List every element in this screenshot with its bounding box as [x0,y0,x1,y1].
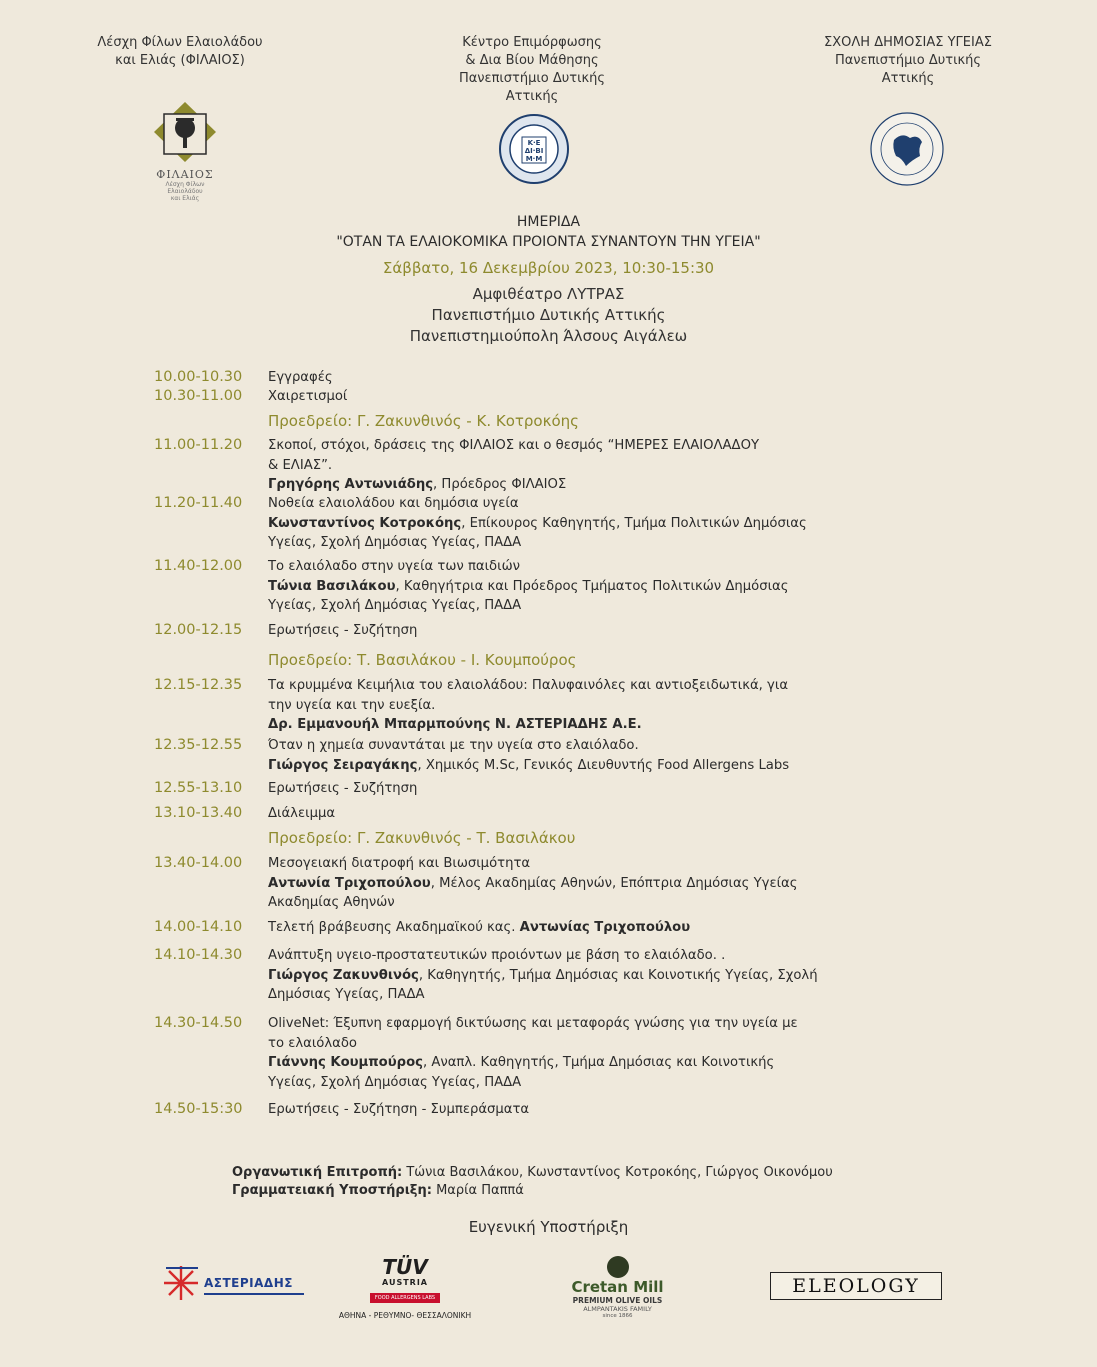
session-desc: Χαιρετισμοί [268,389,348,404]
time-slot: 12.15-12.35 [154,677,243,693]
session-desc: Νοθεία ελαιολάδου και δημόσια υγεία Κωνσταντίνος Κοτροκόης, Επίκουρος Καθηγητής, Τμήμα Πολιτικών Δημόσιας Υγείας, Σχολή Δημόσιας Υγείας, ΠΑΔΑ [268,494,908,553]
event-type: ΗΜΕΡΙΔΑ [516,214,581,230]
time-slot: 11.00-11.20 [154,437,243,453]
speaker-line: Γιάννης Κουμπούρος, Αναπλ. Καθηγητής, Τμήμα Δημόσιας και Κοινοτικής [268,1055,775,1071]
sponsor-cretan-mill: Cretan Mill PREMIUM OLIVE OILS ALMPANTAKIS FAMILY since 1866 [560,1256,675,1326]
time-slot: 12.00-12.15 [154,622,243,638]
secretariat: Γραμματειακή Υποστήριξη: Μαρία Παππά [232,1183,524,1198]
session-desc: Σκοποί, στόχοι, δράσεις της ΦΙΛΑΙΟΣ και ο θεσμός “ΗΜΕΡΕΣ ΕΛΑΙΟΛΑΔΟΥ & ΕΛΙΑΣ”. Γρηγόρης Αντωνιάδης, Πρόεδρος ΦΙΛΑΙΟΣ [268,436,908,495]
time-slot: 10.30-11.00 [154,388,243,404]
session-desc: OliveNet: Έξυπνη εφαρμογή δικτύωσης και μεταφοράς γνώσης για την υγεία με το ελαιόλαδο Γιάννης Κουμπούρος, Αναπλ. Καθηγητής, Τμήμα Δημόσιας και Κοινοτικής Υγείας, Σχολή Δημόσιας Υγείας, ΠΑΔΑ [268,1014,908,1092]
time-slot: 11.20-11.40 [154,495,243,511]
filaios-logo: ΦΙΛΑΙΟΣ Λέσχη Φίλων Ελαιολάδου και Ελιάς [150,100,220,205]
speaker-line: Γιώργος Σειραγάκης, Χημικός M.Sc, Γενικός Διευθυντής Food Allergens Labs [268,757,790,773]
event-title: "ΟΤΑΝ ΤΑ ΕΛΑΙΟΚΟΜΙΚΑ ΠΡΟΙΟΝΤΑ ΣΥΝΑΝΤΟΥΝ ΤΗΝ ΥΓΕΙΑ" [336,234,761,250]
session-desc: Ερωτήσεις - Συζήτηση [268,623,418,638]
session-desc: Το ελαιόλαδο στην υγεία των παιδιών Τώνια Βασιλάκου, Καθηγήτρια και Πρόεδρος Τμήματος Πολιτικών Δημόσιας Υγείας, Σχολή Δημόσιας Υγείας, ΠΑΔΑ [268,557,908,616]
session-desc: Ανάπτυξη υγειο-προστατευτικών προιόντων με βάση το ελαιόλαδο. . Γιώργος Ζακυνθινός, Καθηγητής, Τμήμα Δημόσιας και Κοινοτικής Υγείας, Σχολή Δημόσιας Υγείας, ΠΑΔΑ [268,946,908,1005]
time-slot: 12.35-12.55 [154,737,243,753]
speaker-line: Κωνσταντίνος Κοτροκόης, Επίκουρος Καθηγητής, Τμήμα Πολιτικών Δημόσιας [268,515,807,531]
speaker-line: Γρηγόρης Αντωνιάδης, Πρόεδρος ΦΙΛΑΙΟΣ [268,477,567,493]
time-slot: 14.00-14.10 [154,919,243,935]
org-kedivim-name: Κέντρο Επιμόρφωσης & Δια Βίου Μάθησης Πανεπιστήμιο Δυτικής Αττικής [458,35,606,104]
org-filaios-name: Λέσχη Φίλων Ελαιολάδου και Ελιάς (ΦΙΛΑΙΟΣ) [97,35,263,68]
time-slot: 12.55-13.10 [154,780,243,796]
sponsor-tuv: TÜV AUSTRIA FOOD ALLERGENS LABS ΑΘΗΝΑ - ΡΕΘΥΜΝΟ- ΘΕΣΣΑΛΟΝΙΚΗ [338,1255,472,1320]
org-school-name: ΣΧΟΛΗ ΔΗΜΟΣΙΑΣ ΥΓΕΙΑΣ Πανεπιστήμιο Δυτικής Αττικής [824,35,992,86]
time-slot: 11.40-12.00 [154,558,243,574]
event-date: Σάββατο, 16 Δεκεμβρίου 2023, 10:30-15:30 [382,259,715,277]
olive-tree-icon [150,100,220,164]
olive-icon [607,1256,629,1278]
university-logo [868,110,946,188]
session-desc: Όταν η χημεία συναντάται με την υγεία στο ελαιόλαδο. Γιώργος Σειραγάκης, Χημικός M.Sc, Γενικός Διευθυντής Food Allergens Labs [268,736,908,775]
chair-heading: Προεδρείο: Γ. Ζακυνθινός - Τ. Βασιλάκου [268,829,576,847]
session-desc: Τα κρυμμένα Κειμήλια του ελαιολάδου: Παλυφαινόλες και αντιοξειδωτικά, για την υγεία και την ευεξία. Δρ. Εμμανουήλ Μπαρμπούνης Ν. ΑΣΤΕΡΙΑΔΗΣ Α.Ε. [268,676,908,735]
session-desc: Εγγραφές [268,370,333,385]
session-desc: Ερωτήσεις - Συζήτηση - Συμπεράσματα [268,1102,530,1117]
venue-line: Πανεπιστημιούπολη Άλσους Αιγάλεω [409,327,688,345]
time-slot: 10.00-10.30 [154,369,243,385]
kedivim-logo: Κ·Ε ΔΙ·ΒΙ Μ·Μ [498,113,570,185]
time-slot: 13.10-13.40 [154,805,243,821]
venue-line: Πανεπιστήμιο Δυτικής Αττικής [431,306,666,324]
time-slot: 14.10-14.30 [154,947,243,963]
session-desc: Μεσογειακή διατροφή και Βιωσιμότητα Αντωνία Τριχοπούλου, Μέλος Ακαδημίας Αθηνών, Επόπτρια Δημόσιας Υγείας Ακαδημίας Αθηνών [268,854,908,913]
university-seal-icon [868,110,946,188]
sponsor-eleology: ELEOLOGY [770,1272,942,1300]
speaker-line: Δρ. Εμμανουήλ Μπαρμπούνης Ν. ΑΣΤΕΡΙΑΔΗΣ Α.Ε. [268,717,642,733]
session-desc: Τελετή βράβευσης Ακαδημαϊκού κας. Αντωνίας Τριχοπούλου [268,920,691,935]
support-heading: Ευγενική Υποστήριξη [468,1218,629,1236]
asterisk-icon [160,1262,202,1304]
speaker-line: Αντωνία Τριχοπούλου, Μέλος Ακαδημίας Αθηνών, Επόπτρια Δημόσιας Υγείας [268,875,798,891]
speaker-line: Τώνια Βασιλάκου, Καθηγήτρια και Πρόεδρος Τμήματος Πολιτικών Δημόσιας [268,578,789,594]
organizing-committee: Οργανωτική Επιτροπή: Τώνια Βασιλάκου, Κωνσταντίνος Κοτροκόης, Γιώργος Οικονόμου [232,1165,833,1180]
chair-heading: Προεδρείο: Γ. Ζακυνθινός - Κ. Κοτροκόης [268,412,579,430]
speaker-line: Γιώργος Ζακυνθινός, Καθηγητής, Τμήμα Δημόσιας και Κοινοτικής Υγείας, Σχολή [268,967,818,983]
session-desc: Διάλειμμα [268,806,336,821]
sponsor-asteriadis: ΑΣΤΕΡΙΑΔΗΣ [160,1262,305,1308]
time-slot: 14.50-15:30 [154,1101,243,1117]
session-desc: Ερωτήσεις - Συζήτηση [268,781,418,796]
chair-heading: Προεδρείο: Τ. Βασιλάκου - Ι. Κουμπούρος [268,651,577,669]
venue-line: Αμφιθέατρο ΛΥΤΡΑΣ [472,285,625,303]
time-slot: 13.40-14.00 [154,855,243,871]
time-slot: 14.30-14.50 [154,1015,243,1031]
